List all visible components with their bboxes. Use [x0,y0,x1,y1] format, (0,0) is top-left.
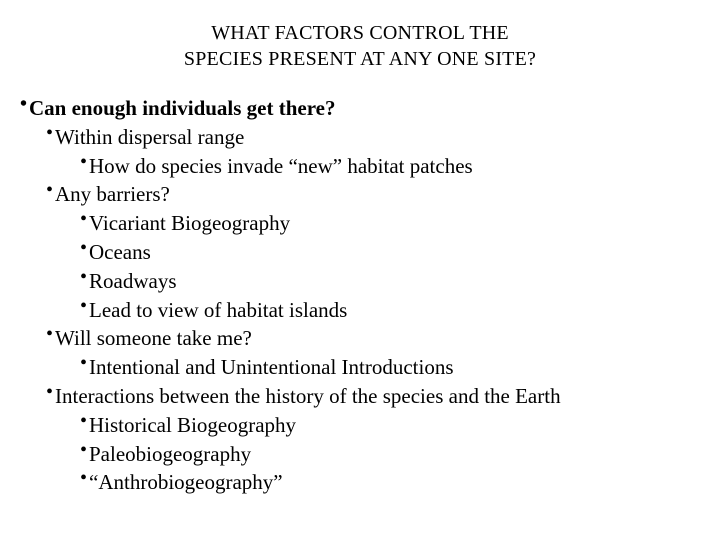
bullet-text: Will someone take me? [55,326,252,351]
title-line-2: SPECIES PRESENT AT ANY ONE SITE? [183,48,537,70]
bullet-text: “Anthrobiogeography” [89,470,283,495]
bullet-dot-icon: • [46,179,54,202]
bullet-dot-icon: • [80,467,88,490]
bullet-dot-icon: • [80,208,88,231]
bullet-text: Historical Biogeography [89,412,297,437]
bullet-item-level-2 [46,121,245,150]
bullet-item-level-3 [80,208,291,236]
bullet-text: Intentional and Unintentional Introductions [89,355,454,380]
bullet-dot-icon: • [80,352,88,375]
bullet-text: Within dispersal range [55,124,245,149]
bullet-item-level-3 [80,265,177,294]
bullet-text: Paleobiogeography [89,441,252,466]
bullet-dot-icon: • [80,237,88,259]
bullet-text: Can enough individuals get there? [29,96,336,120]
title-line-1: WHAT FACTORS CONTROL THE [211,22,509,44]
bullet-item-level-2 [46,381,561,409]
bullet-text: Any barriers? [55,182,170,207]
bullet-text: How do species invade “new” habitat patches [89,153,473,178]
bullet-item-level-1 [20,93,336,121]
bullet-dot-icon: • [80,265,88,288]
bullet-item-level-2 [46,323,252,351]
bullet-text: Roadways [89,268,177,293]
bullet-text: Lead to view of habitat islands [89,297,348,322]
bullet-dot-icon: • [46,323,54,346]
bullet-item-level-3 [80,352,454,380]
bullet-item-level-3 [80,294,348,323]
bullet-item-level-3 [80,150,473,179]
bullet-text: Interactions between the history of the species and the Earth [55,384,561,408]
bullet-text: Vicariant Biogeography [89,211,291,236]
bullet-dot-icon: • [80,438,88,461]
bullet-dot-icon: • [46,121,54,144]
bullet-item-level-3 [80,237,151,265]
bullet-text: Oceans [89,240,151,264]
bullet-dot-icon: • [80,409,88,432]
bullet-dot-icon: • [80,294,88,317]
bullet-item-level-3 [80,409,297,438]
bullet-dot-icon: • [20,93,28,115]
bullet-item-level-2 [46,179,170,207]
bullet-item-level-3 [80,467,283,495]
bullet-dot-icon: • [80,150,88,173]
slide-title [0,20,720,72]
bullet-dot-icon: • [46,381,54,403]
bullet-item-level-3 [80,438,252,467]
